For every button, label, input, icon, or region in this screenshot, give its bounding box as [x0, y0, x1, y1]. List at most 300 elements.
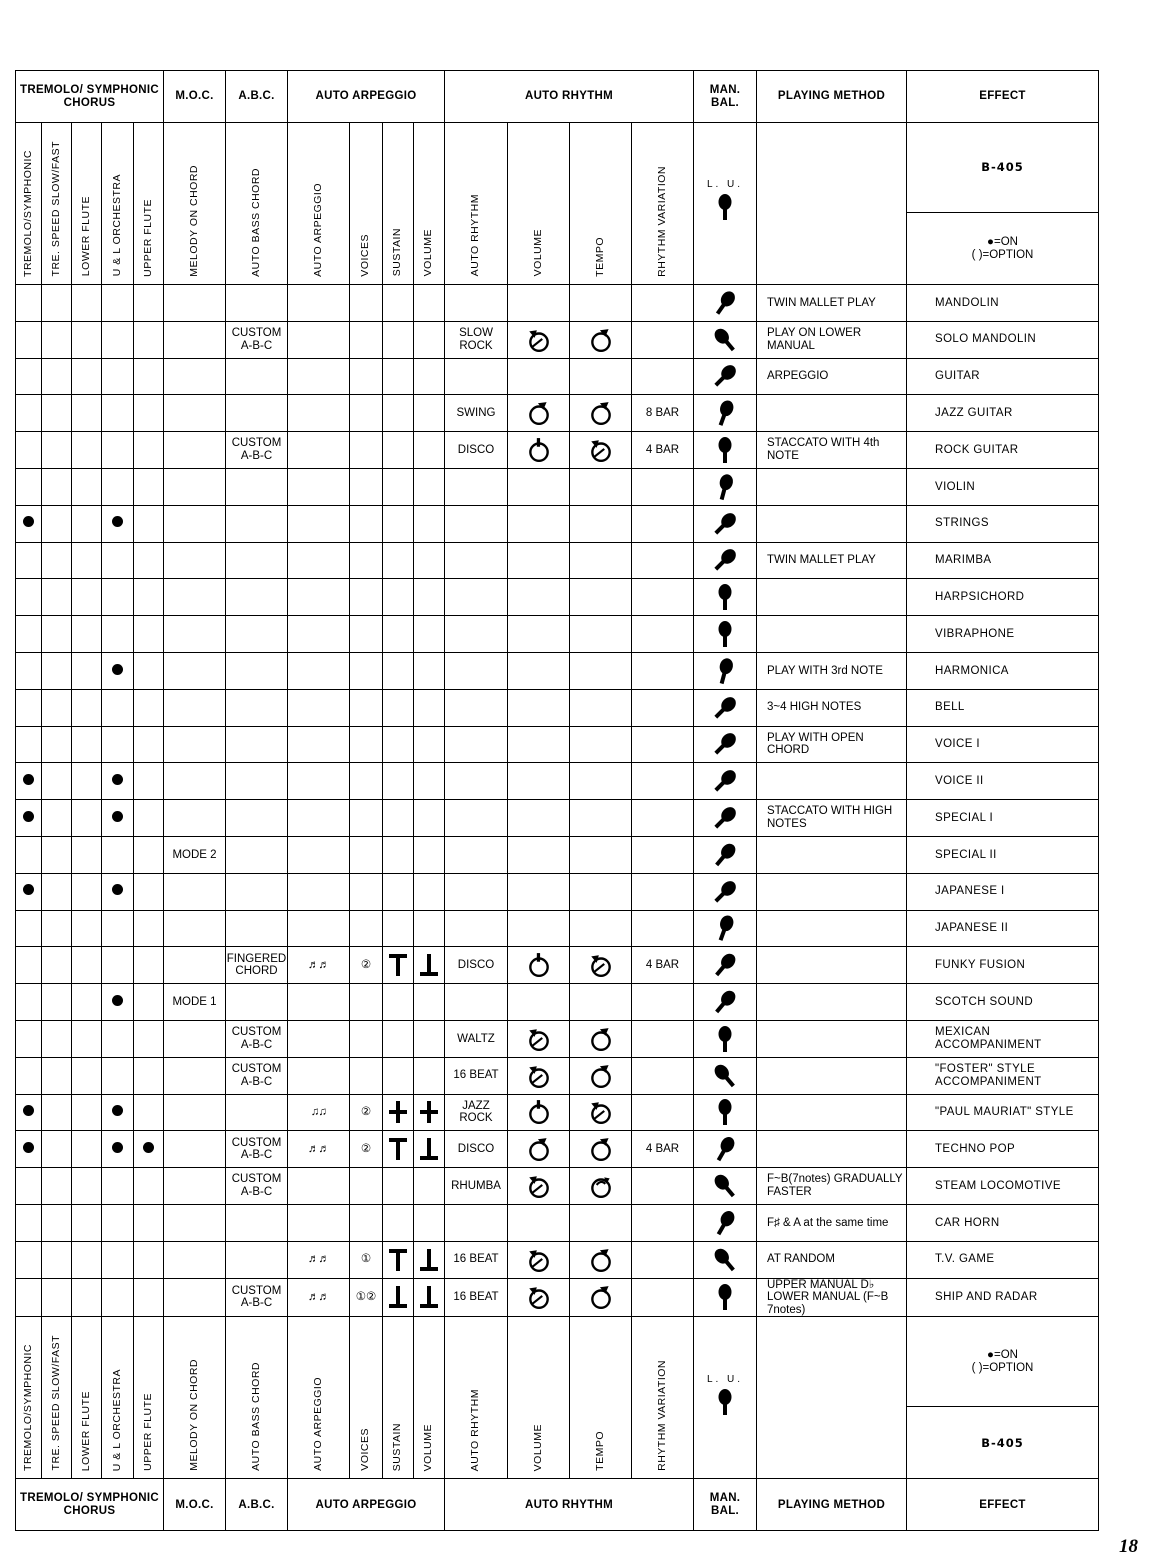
cell-effect: JAZZ GUITAR [907, 395, 1099, 432]
cell-tempo [570, 652, 632, 689]
cell-manbal [694, 542, 757, 579]
cell-upper-flute [134, 432, 164, 469]
cell-effect: HARPSICHORD [907, 579, 1099, 616]
cell-moc [164, 726, 226, 763]
cell-arp-volume [414, 1204, 445, 1241]
cell-abc [226, 542, 288, 579]
cell-playing-method [757, 505, 907, 542]
cell-rhythm-volume [508, 285, 570, 322]
cell-rhythm [445, 836, 508, 873]
column-header [350, 1317, 383, 1479]
knob-position-icon [526, 1247, 552, 1273]
table-row [16, 800, 1099, 837]
table-row [16, 689, 1099, 726]
column-label: TREMOLO/SYMPHONIC [21, 1344, 34, 1471]
cell-abc [226, 652, 288, 689]
cell-sustain [383, 1094, 414, 1131]
cell-lower-flute [72, 1057, 102, 1094]
cell-effect: STEAM LOCOMOTIVE [907, 1168, 1099, 1205]
column-header [16, 123, 42, 285]
cell-tremolo [16, 1057, 42, 1094]
cell-tempo [570, 579, 632, 616]
sustain-short-icon [418, 1136, 440, 1162]
cell-sustain [383, 1204, 414, 1241]
balance-lever-icon [710, 619, 740, 649]
cell-abc: CUSTOM A-B-C [226, 432, 288, 469]
cell-orchestra [102, 836, 134, 873]
cell-variation [632, 542, 694, 579]
group-effect: EFFECT [907, 1479, 1099, 1531]
cell-orchestra [102, 1020, 134, 1057]
cell-variation: 4 BAR [632, 432, 694, 469]
column-label: TRE. SPEED SLOW/FAST [49, 1335, 62, 1471]
manbal-diagram [694, 123, 757, 285]
table-row [16, 652, 1099, 689]
column-label: VOLUME [531, 229, 544, 277]
cell-voices: ② [350, 1131, 383, 1168]
cell-voices [350, 542, 383, 579]
cell-voices: ①② [350, 1278, 383, 1317]
column-label: AUTO BASS CHORD [249, 1362, 262, 1471]
column-header [16, 1317, 42, 1479]
cell-tempo [570, 689, 632, 726]
column-header [445, 1317, 508, 1479]
cell-tremolo [16, 652, 42, 689]
cell-tre-speed [42, 947, 72, 984]
cell-arpeggio [288, 1204, 350, 1241]
knob-position-icon [588, 1099, 614, 1125]
cell-upper-flute [134, 468, 164, 505]
cell-effect: VIOLIN [907, 468, 1099, 505]
cell-orchestra [102, 1204, 134, 1241]
on-indicator-icon [143, 1142, 154, 1153]
column-header [383, 1317, 414, 1479]
cell-abc [226, 505, 288, 542]
cell-manbal [694, 321, 757, 358]
group-rhythm: AUTO RHYTHM [445, 71, 694, 123]
cell-rhythm [445, 285, 508, 322]
cell-tremolo [16, 1168, 42, 1205]
cell-upper-flute [134, 984, 164, 1021]
cell-upper-flute [134, 505, 164, 542]
cell-tremolo [16, 395, 42, 432]
column-header [414, 123, 445, 285]
cell-voices [350, 910, 383, 947]
cell-upper-flute [134, 652, 164, 689]
cell-tre-speed [42, 395, 72, 432]
cell-playing-method: ARPEGGIO [757, 358, 907, 395]
cell-variation [632, 873, 694, 910]
on-indicator-icon [112, 516, 123, 527]
column-label: TRE. SPEED SLOW/FAST [49, 141, 62, 277]
column-header [632, 1317, 694, 1479]
group-manbal: MAN. BAL. [694, 1479, 757, 1531]
cell-arp-volume [414, 358, 445, 395]
on-indicator-icon [112, 1105, 123, 1116]
cell-sustain [383, 873, 414, 910]
sustain-mid-icon [418, 1099, 440, 1125]
knob-position-icon [588, 1247, 614, 1273]
cell-tremolo [16, 542, 42, 579]
cell-tempo [570, 984, 632, 1021]
cell-lower-flute [72, 836, 102, 873]
cell-rhythm-volume [508, 800, 570, 837]
cell-variation [632, 763, 694, 800]
cell-tempo [570, 1057, 632, 1094]
knob-position-icon [526, 400, 552, 426]
cell-voices: ② [350, 947, 383, 984]
balance-lever-icon [710, 1134, 740, 1164]
cell-orchestra [102, 947, 134, 984]
cell-rhythm-volume [508, 763, 570, 800]
cell-arpeggio [288, 395, 350, 432]
cell-manbal [694, 1094, 757, 1131]
knob-position-icon [588, 327, 614, 353]
model-name: B-405 [907, 123, 1099, 213]
cell-variation [632, 358, 694, 395]
knob-position-icon [588, 437, 614, 463]
column-header [102, 123, 134, 285]
cell-lower-flute [72, 1278, 102, 1317]
cell-arp-volume [414, 616, 445, 653]
cell-tremolo [16, 947, 42, 984]
cell-tremolo [16, 468, 42, 505]
cell-arpeggio [288, 910, 350, 947]
cell-variation [632, 726, 694, 763]
column-label: TREMOLO/SYMPHONIC [21, 149, 34, 277]
cell-manbal [694, 395, 757, 432]
column-header [414, 1317, 445, 1479]
cell-moc [164, 873, 226, 910]
cell-orchestra [102, 800, 134, 837]
cell-sustain [383, 358, 414, 395]
balance-lever-icon [710, 325, 740, 355]
cell-arpeggio [288, 1057, 350, 1094]
cell-tremolo [16, 984, 42, 1021]
cell-abc: CUSTOM A-B-C [226, 1020, 288, 1057]
balance-lever-icon [710, 840, 740, 870]
playing-method-blank [757, 1317, 907, 1479]
cell-rhythm: 16 BEAT [445, 1057, 508, 1094]
cell-playing-method: STACCATO WITH 4th NOTE [757, 432, 907, 469]
cell-manbal [694, 873, 757, 910]
column-label: VOLUME [422, 229, 435, 277]
cell-variation [632, 579, 694, 616]
cell-lower-flute [72, 505, 102, 542]
cell-voices [350, 689, 383, 726]
cell-rhythm-volume [508, 321, 570, 358]
cell-abc: CUSTOM A-B-C [226, 321, 288, 358]
table-row [16, 1094, 1099, 1131]
table-row [16, 432, 1099, 469]
cell-variation [632, 321, 694, 358]
column-label: VOICES [359, 233, 372, 277]
cell-rhythm-volume [508, 1131, 570, 1168]
cell-manbal [694, 910, 757, 947]
cell-tempo [570, 836, 632, 873]
cell-playing-method [757, 763, 907, 800]
cell-moc [164, 358, 226, 395]
cell-moc [164, 1094, 226, 1131]
cell-tremolo [16, 873, 42, 910]
cell-variation [632, 836, 694, 873]
cell-orchestra [102, 689, 134, 726]
sustain-short-icon [387, 1284, 409, 1310]
cell-upper-flute [134, 1241, 164, 1278]
cell-effect: SOLO MANDOLIN [907, 321, 1099, 358]
on-indicator-icon [112, 995, 123, 1006]
column-header [42, 1317, 72, 1479]
cell-tempo [570, 468, 632, 505]
cell-tre-speed [42, 984, 72, 1021]
cell-abc [226, 579, 288, 616]
cell-rhythm [445, 505, 508, 542]
cell-arpeggio: ♬♬ [288, 1278, 350, 1317]
group-tremolo: TREMOLO/ SYMPHONIC CHORUS [16, 1479, 164, 1531]
cell-rhythm [445, 726, 508, 763]
group-abc: A.B.C. [226, 71, 288, 123]
cell-variation [632, 616, 694, 653]
cell-effect: SPECIAL I [907, 800, 1099, 837]
balance-lever-icon [710, 545, 740, 575]
cell-playing-method: 3~4 HIGH NOTES [757, 689, 907, 726]
cell-rhythm-volume [508, 1020, 570, 1057]
knob-position-icon [526, 327, 552, 353]
cell-arp-volume [414, 1241, 445, 1278]
cell-orchestra [102, 726, 134, 763]
balance-lever-icon [710, 582, 740, 612]
cell-voices [350, 285, 383, 322]
cell-moc [164, 321, 226, 358]
cell-abc [226, 984, 288, 1021]
cell-manbal [694, 579, 757, 616]
cell-lower-flute [72, 689, 102, 726]
cell-moc [164, 285, 226, 322]
cell-effect: MEXICAN ACCOMPANIMENT [907, 1020, 1099, 1057]
cell-moc [164, 1204, 226, 1241]
cell-lower-flute [72, 652, 102, 689]
model-name: B-405 [907, 1407, 1099, 1479]
balance-lever-icon [710, 766, 740, 796]
cell-tremolo [16, 1241, 42, 1278]
cell-effect: HARMONICA [907, 652, 1099, 689]
cell-upper-flute [134, 542, 164, 579]
cell-abc: CUSTOM A-B-C [226, 1057, 288, 1094]
cell-orchestra [102, 395, 134, 432]
cell-arp-volume [414, 652, 445, 689]
cell-tremolo [16, 1131, 42, 1168]
knob-position-icon [526, 1284, 552, 1310]
column-header [164, 1317, 226, 1479]
cell-tempo [570, 1278, 632, 1317]
cell-moc [164, 1278, 226, 1317]
cell-lower-flute [72, 726, 102, 763]
on-indicator-icon [23, 1105, 34, 1116]
cell-tempo [570, 910, 632, 947]
cell-arp-volume [414, 505, 445, 542]
column-label: UPPER FLUTE [141, 1393, 154, 1471]
column-header [570, 1317, 632, 1479]
column-label: LOWER FLUTE [79, 1390, 92, 1471]
cell-lower-flute [72, 763, 102, 800]
on-indicator-icon [112, 884, 123, 895]
cell-tre-speed [42, 321, 72, 358]
cell-rhythm [445, 800, 508, 837]
cell-rhythm [445, 579, 508, 616]
column-label: VOLUME [422, 1423, 435, 1471]
column-label: MELODY ON CHORD [187, 164, 200, 277]
cell-rhythm [445, 984, 508, 1021]
cell-variation [632, 910, 694, 947]
cell-abc: CUSTOM A-B-C [226, 1131, 288, 1168]
cell-tempo [570, 505, 632, 542]
column-header [72, 1317, 102, 1479]
cell-sustain [383, 395, 414, 432]
cell-tre-speed [42, 542, 72, 579]
sustain-short-icon [418, 952, 440, 978]
cell-playing-method: TWIN MALLET PLAY [757, 285, 907, 322]
cell-arp-volume [414, 726, 445, 763]
cell-orchestra [102, 652, 134, 689]
sustain-mid-icon [387, 1099, 409, 1125]
cell-tempo [570, 1131, 632, 1168]
cell-rhythm: DISCO [445, 1131, 508, 1168]
cell-tempo [570, 395, 632, 432]
table-row [16, 468, 1099, 505]
cell-tre-speed [42, 505, 72, 542]
cell-abc [226, 689, 288, 726]
cell-rhythm-volume [508, 836, 570, 873]
cell-tremolo [16, 321, 42, 358]
table-row [16, 505, 1099, 542]
cell-effect: MANDOLIN [907, 285, 1099, 322]
cell-playing-method: F♯ & A at the same time [757, 1204, 907, 1241]
knob-position-icon [526, 1173, 552, 1199]
cell-arpeggio [288, 505, 350, 542]
cell-abc [226, 616, 288, 653]
cell-sustain [383, 505, 414, 542]
cell-lower-flute [72, 1094, 102, 1131]
cell-moc [164, 652, 226, 689]
cell-rhythm-volume [508, 358, 570, 395]
cell-orchestra [102, 321, 134, 358]
cell-playing-method [757, 873, 907, 910]
column-header [72, 123, 102, 285]
column-header [445, 123, 508, 285]
cell-tre-speed [42, 1168, 72, 1205]
cell-tre-speed [42, 1278, 72, 1317]
column-label: SUSTAIN [391, 1422, 404, 1471]
column-label: MELODY ON CHORD [187, 1359, 200, 1471]
cell-abc [226, 910, 288, 947]
cell-rhythm [445, 910, 508, 947]
cell-moc [164, 910, 226, 947]
balance-lever-icon [710, 950, 740, 980]
cell-moc [164, 1168, 226, 1205]
cell-tre-speed [42, 579, 72, 616]
cell-arpeggio: ♫♫ [288, 1094, 350, 1131]
table-row [16, 910, 1099, 947]
knob-position-icon [526, 1099, 552, 1125]
cell-upper-flute [134, 726, 164, 763]
cell-tempo [570, 726, 632, 763]
table-row [16, 616, 1099, 653]
knob-position-icon [526, 1063, 552, 1089]
cell-lower-flute [72, 1020, 102, 1057]
cell-effect: VOICE II [907, 763, 1099, 800]
cell-rhythm-volume [508, 1057, 570, 1094]
cell-arpeggio [288, 836, 350, 873]
cell-effect: "PAUL MAURIAT" STYLE [907, 1094, 1099, 1131]
cell-upper-flute [134, 358, 164, 395]
cell-playing-method: F~B(7notes) GRADUALLY FASTER [757, 1168, 907, 1205]
cell-upper-flute [134, 395, 164, 432]
cell-moc [164, 763, 226, 800]
cell-effect: ROCK GUITAR [907, 432, 1099, 469]
cell-playing-method [757, 1131, 907, 1168]
cell-upper-flute [134, 616, 164, 653]
cell-tempo [570, 1020, 632, 1057]
cell-effect: STRINGS [907, 505, 1099, 542]
balance-lever-icon [710, 693, 740, 723]
balance-lever-icon [710, 509, 740, 539]
cell-variation [632, 468, 694, 505]
cell-tre-speed [42, 432, 72, 469]
cell-playing-method: TWIN MALLET PLAY [757, 542, 907, 579]
cell-moc [164, 468, 226, 505]
column-label: AUTO BASS CHORD [249, 167, 262, 277]
cell-sustain [383, 836, 414, 873]
cell-variation [632, 1057, 694, 1094]
cell-tempo [570, 873, 632, 910]
cell-tremolo [16, 763, 42, 800]
cell-sustain [383, 432, 414, 469]
knob-position-icon [588, 1173, 614, 1199]
cell-playing-method [757, 1057, 907, 1094]
cell-sustain [383, 910, 414, 947]
sustain-long-icon [387, 1247, 409, 1273]
column-header [226, 123, 288, 285]
sustain-short-icon [418, 1247, 440, 1273]
cell-tremolo [16, 1020, 42, 1057]
cell-tremolo [16, 432, 42, 469]
cell-voices [350, 1020, 383, 1057]
balance-lever-icon [710, 1208, 740, 1238]
cell-arp-volume [414, 873, 445, 910]
cell-voices [350, 468, 383, 505]
table-row [16, 836, 1099, 873]
cell-upper-flute [134, 579, 164, 616]
cell-abc [226, 358, 288, 395]
cell-tremolo [16, 910, 42, 947]
cell-effect: VOICE I [907, 726, 1099, 763]
cell-voices [350, 1204, 383, 1241]
cell-lower-flute [72, 285, 102, 322]
cell-arpeggio [288, 1168, 350, 1205]
column-header [42, 123, 72, 285]
cell-tremolo [16, 505, 42, 542]
cell-lower-flute [72, 432, 102, 469]
cell-rhythm [445, 358, 508, 395]
cell-upper-flute [134, 763, 164, 800]
knob-position-icon [588, 1136, 614, 1162]
cell-tre-speed [42, 468, 72, 505]
cell-sustain [383, 616, 414, 653]
cell-lower-flute [72, 579, 102, 616]
column-header [508, 1317, 570, 1479]
cell-arp-volume [414, 800, 445, 837]
knob-position-icon [526, 1136, 552, 1162]
